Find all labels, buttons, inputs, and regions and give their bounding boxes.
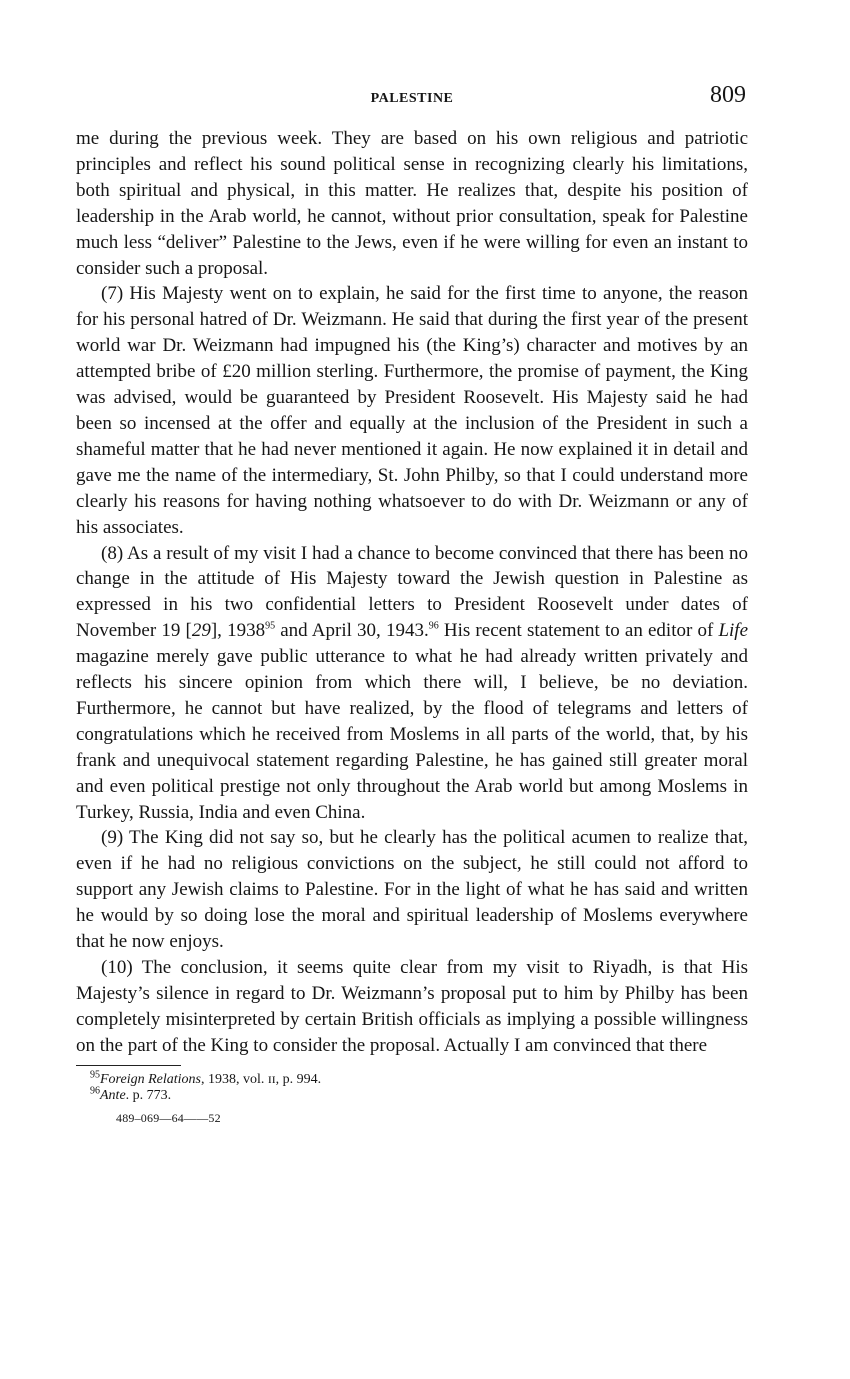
footnote-text: , 1938, vol. ɪɪ, p. 994.: [200, 1071, 322, 1087]
footnote-marker: 95: [90, 1068, 100, 1080]
body-text: [76, 126, 748, 1059]
paragraph-9: [76, 825, 748, 955]
running-head: PALESTINE: [370, 91, 454, 106]
paragraph-text: (10) The conclusion, it seems quite clear from my visit to Riyadh, is that His Majesty’s silence in regard to Dr. Weizmann’s proposal put to him by Philby has been completely misinterpreted by certain British officials as implying a possible willingness on the part of the King to consider the proposal. Actually I am convinced that there: [76, 957, 748, 1056]
paragraph-continuation: [76, 126, 748, 281]
document-page: [76, 82, 748, 1126]
paragraph-text: His recent statement to an editor of: [438, 620, 719, 642]
paragraph-text: ], 1938: [210, 620, 266, 642]
footnote-title: Ante: [100, 1087, 126, 1103]
paragraph-10: [76, 955, 748, 1059]
paragraph-text: (8) As a result of my visit I had a chance to become convinced that there has been no change in the attitude of His Majesty toward the Jewish question in Palestine as expressed in his two confidential letters to President Roosevelt under dates of November 19 [: [76, 542, 748, 642]
footnotes: [76, 1068, 748, 1104]
paragraph-text: magazine merely gave public utterance to what he had already written privately and reflects his sincere opinion from which there will, I believe, be no deviation. Furthermore, he cannot but have realized, by the flood of telegrams and letters of congratulations which he received from Moslems in all parts of the world, that, by his frank and unequivocal statement regarding Palestine, he has gained still greater moral and even political prestige not only throughout the Arab world but among Moslems in Turkey, Russia, India and even China.: [76, 646, 748, 823]
page-header: [76, 82, 748, 116]
editorial-bracket-date: 29: [191, 620, 211, 642]
footnote-title: Foreign Relations: [100, 1071, 201, 1087]
footnote-96: [76, 1084, 748, 1104]
paragraph-text: and April 30, 1943.: [275, 620, 429, 642]
paragraph-text: me during the previous week. They are based on his own religious and patriotic principles and reflect his sound political sense in recognizing clearly his limitations, both spiritual and physical, in this matter. He realizes that, despite his position of leadership in the Arab world, he cannot, without prior consultation, speak for Palestine much less “deliver” Palestine to the Jews, even if he were willing for even an instant to consider such a proposal.: [76, 128, 748, 279]
paragraph-text: (9) The King did not say so, but he clearly has the political acumen to realize that, even if he had no religious convictions on the subject, he still could not afford to support any Jewish claims to Palestine. For in the light of what he has said and written he would by so doing lose the moral and spiritual leadership of Moslems everywhere that he now enjoys.: [76, 827, 748, 953]
footnote-rule: [76, 1065, 181, 1066]
paragraph-text: (7) His Majesty went on to explain, he said for the first time to anyone, the reason for his personal hatred of Dr. Weizmann. He said that during the first year of the present world war Dr. Weizmann had impugned his (the King’s) character and motives by an attempted bribe of £20 million sterling. Furthermore, the promise of payment, the King was advised, would be guaranteed by President Roosevelt. His Majesty said he had been so incensed at the offer and equally at the inclusion of the President in such a shameful matter that he had never mentioned it again. He now explained it in detail and gave me the name of the intermediary, St. John Philby, so that I could understand more clearly his reasons for having nothing whatsoever to do with Dr. Weizmann or any of his associates.: [76, 283, 748, 538]
footnote-marker: 96: [90, 1084, 100, 1096]
footnote-text: . p. 773.: [125, 1087, 172, 1103]
magazine-title: Life: [718, 620, 749, 642]
footnote-ref: 96: [428, 620, 439, 632]
footnote-95: [76, 1068, 748, 1088]
paragraph-8: [76, 541, 748, 826]
print-code: 489–069—64——52: [116, 1110, 221, 1125]
footnote-ref: 95: [265, 620, 276, 632]
paragraph-7: [76, 281, 748, 540]
page-number: 809: [710, 82, 746, 108]
